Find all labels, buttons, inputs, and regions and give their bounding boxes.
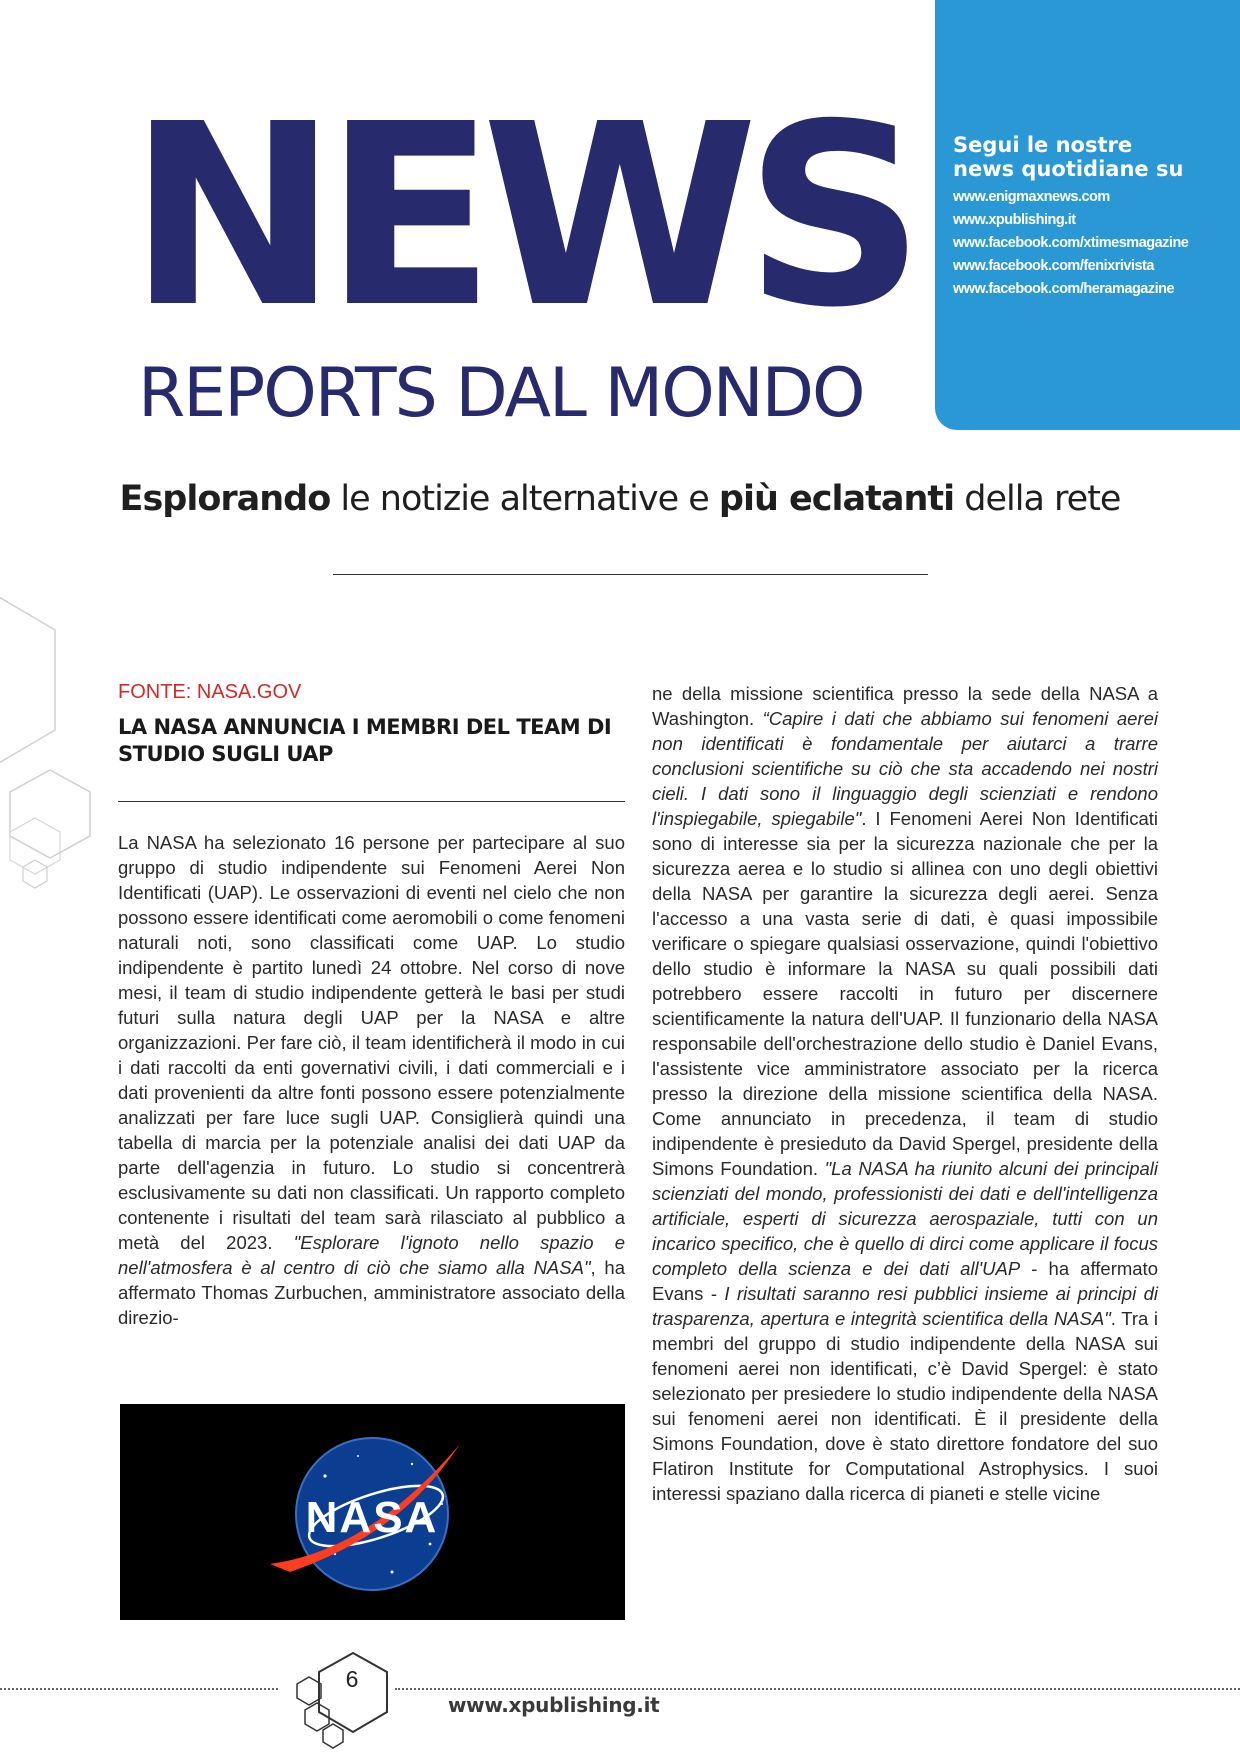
body-text: - ha affermato Evans - — [652, 1258, 1158, 1304]
social-panel-title-line1: Segui le nostre — [953, 133, 1133, 157]
body-text: . I Fenomeni Aerei Non Identificati sono di interesse sia per la sicurezza nazionale che per la sicurezza aerea e lo studio si allinea con uno degli obiettivi della NASA per garantire la sicurezza degli aerei. Senza l'accesso a una vasta serie di dati, è quasi impossibile verificare o spiegare qualsiasi osservazione, quindi l'obiettivo dello studio è informare la NASA su quali possibili dati potrebbero essere raccolti in futuro per discernere scientificamente la natura dell'UAP. Il funzionario della NASA responsabile dell'orchestrazione dello studio è Daniel Evans, l'assistente vice amministratore associato per la ricerca presso la direzione della missione scientifica della NASA. Come annunciato in precedenza, il team di studio indipendente è presieduto da David Spergel, presidente della Simons Foundation. — [652, 808, 1158, 1179]
hexagon-decoration — [0, 560, 130, 900]
nasa-logo-icon — [120, 1404, 625, 1620]
tagline-text-1: le notizie alternative e — [330, 479, 719, 519]
body-paragraph-right — [652, 681, 1158, 1506]
article-header — [118, 680, 625, 768]
body-text: . Tra i membri del gruppo di studio indipendente della NASA sui fenomeni aerei non identificati, c’è David Spergel: è stato selezionato per presiedere lo studio indipendente della NASA sui fenomeni aerei non identificati. È il presidente della Simons Foundation, dove è stato direttore fondatore del suo Flatiron Institute for Computational Astrophysics. I suoi interessi spaziano dalla ricerca di pianeti e stelle vicine — [652, 1308, 1158, 1504]
body-text: , ha affermato Thomas Zurbuchen, amministratore associato della direzio- — [118, 1257, 625, 1328]
social-link[interactable]: www.facebook.com/heramagazine — [953, 281, 1175, 297]
tagline-bold-2: più eclatanti — [718, 479, 955, 519]
nasa-logo-image — [120, 1404, 625, 1620]
tagline-text-2: della rete — [954, 479, 1121, 519]
article-body-right — [652, 681, 1158, 1506]
tagline-divider — [333, 574, 928, 575]
body-text: ne della missione scientifica presso la sede della NASA a Washington. — [652, 683, 1158, 729]
headline-divider — [118, 801, 625, 802]
article-source: FONTE: NASA.GOV — [118, 681, 302, 703]
tagline — [0, 479, 1240, 519]
social-link[interactable]: www.enigmaxnews.com — [953, 189, 1110, 205]
quote-zurbuchen: "Esplorare l'ignoto nello spazio e nell'atmosfera è al centro di ciò che siamo alla NASA" — [118, 1232, 626, 1278]
masthead-title: NEWS — [128, 71, 912, 363]
footer-divider-right — [395, 1688, 1240, 1690]
footer-url[interactable]: www.xpublishing.it — [448, 1693, 660, 1717]
quote-evans-2: I risultati saranno resi pubblici insieme ai principi di trasparenza, apertura e integrità scientifica della NASA" — [652, 1283, 1158, 1329]
social-link[interactable]: www.facebook.com/fenixrivista — [953, 258, 1154, 274]
quote-evans: "La NASA ha riunito alcuni dei principali scienziati del mondo, professionisti dei dati e dell'intelligenza artificiale, esperti di sicurezza aerospaziale, tutti con un incarico specifico, che è quello di dirci come applicare il focus completo della scienza e dei dati all'UAP — [652, 1158, 1158, 1279]
quote-nasa-1: “Capire i dati che abbiamo sui fenomeni aerei non identificati è fondamentale per aiutarci a trarre conclusioni scientifiche su ciò che sta accadendo nei nostri cieli. I dati sono il linguaggio degli scienziati e rendono l'inspiegabile, spiegabile" — [652, 708, 1158, 829]
social-link[interactable]: www.xpublishing.it — [953, 212, 1076, 228]
footer-divider-left — [0, 1688, 278, 1690]
tagline-bold-1: Esplorando — [119, 479, 331, 519]
article-headline: LA NASA ANNUNCIA I MEMBRI DEL TEAM DI STUDIO SUGLI UAP — [118, 715, 612, 766]
social-link[interactable]: www.facebook.com/xtimesmagazine — [953, 235, 1189, 251]
social-panel-title — [953, 133, 1233, 181]
masthead-subtitle: REPORTS DAL MONDO — [138, 354, 864, 433]
article-body-left — [118, 830, 625, 1330]
social-links-list — [953, 186, 1235, 301]
social-panel-title-line2: news quotidiane su — [953, 157, 1184, 181]
page-number: 6 — [345, 1666, 359, 1692]
social-links-panel — [935, 0, 1240, 430]
body-text: La NASA ha selezionato 16 persone per partecipare al suo gruppo di studio indipendente sui Fenomeni Aerei Non Identificati (UAP). Le osservazioni di eventi nel cielo che non possono essere identificati come aeromobili o come fenomeni naturali noti, sono classificati come UAP. Lo studio indipendente è partito lunedì 24 ottobre. Nel corso di nove mesi, il team di studio indipendente getterà le basi per studi futuri sulla natura degli UAP per la NASA e altre organizzazioni. Per fare ciò, il team identificherà il modo in cui i dati raccolti da enti governativi civili, i dati commerciali e i dati provenienti da altre fonti possono essere potenzialmente analizzati per fare luce sugli UAP. Consiglierà quindi una tabella di marcia per la potenziale analisi dei dati UAP da parte dell'agenzia in futuro. Lo studio si concentrerà esclusivamente su dati non classificati. Un rapporto completo contenente i risultati del team sarà rilasciato al pubblico a metà del 2023. — [118, 832, 625, 1253]
nasa-logo-text: NASA — [305, 1493, 439, 1542]
